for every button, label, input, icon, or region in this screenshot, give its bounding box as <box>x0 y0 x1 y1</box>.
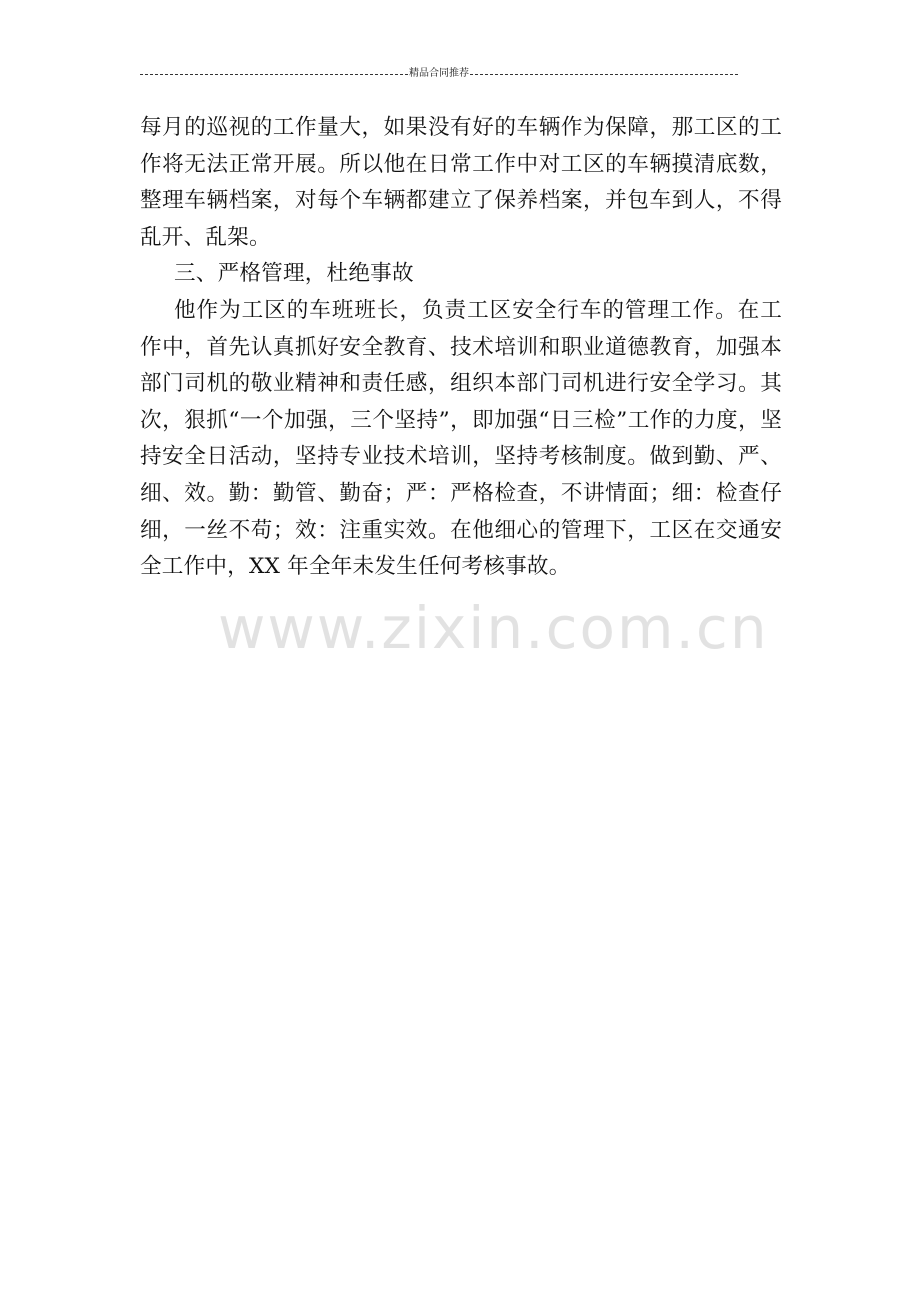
page-header <box>140 66 738 82</box>
header-title: 精品合同推荐 <box>409 68 469 79</box>
paragraph-safety-management: 他作为工区的车班班长，负责工区安全行车的管理工作。在工作中，首先认真抓好安全教育、技术培训和职业道德教育，加强本部门司机的敬业精神和责任感，组织本部门司机进行安全学习。其次，狠抓“一个加强，三个坚持”，即加强“日三检”工作的力度，坚持安全日活动，坚持专业技术培训，坚持考核制度。做到勤、严、细、效。勤：勤管、勤奋；严：严格检查，不讲情面；细：检查仔细，一丝不苟；效：注重实效。在他细心的管理下，工区在交通安全工作中，XX 年全年未发生任何考核事故。 <box>140 297 782 580</box>
header-dash-left <box>140 74 408 75</box>
section-heading-strict-management: 三、严格管理，杜绝事故 <box>174 261 414 287</box>
document-body <box>140 110 782 586</box>
header-dash-right <box>470 74 738 75</box>
watermark: www.zixin.com.cn <box>218 594 769 662</box>
paragraph-vehicle-management: 每月的巡视的工作量大，如果没有好的车辆作为保障，那工区的工作将无法正常开展。所以他在日常工作中对工区的车辆摸清底数，整理车辆档案，对每个车辆都建立了保养档案，并包车到人，不得乱开、乱架。 <box>140 115 782 250</box>
